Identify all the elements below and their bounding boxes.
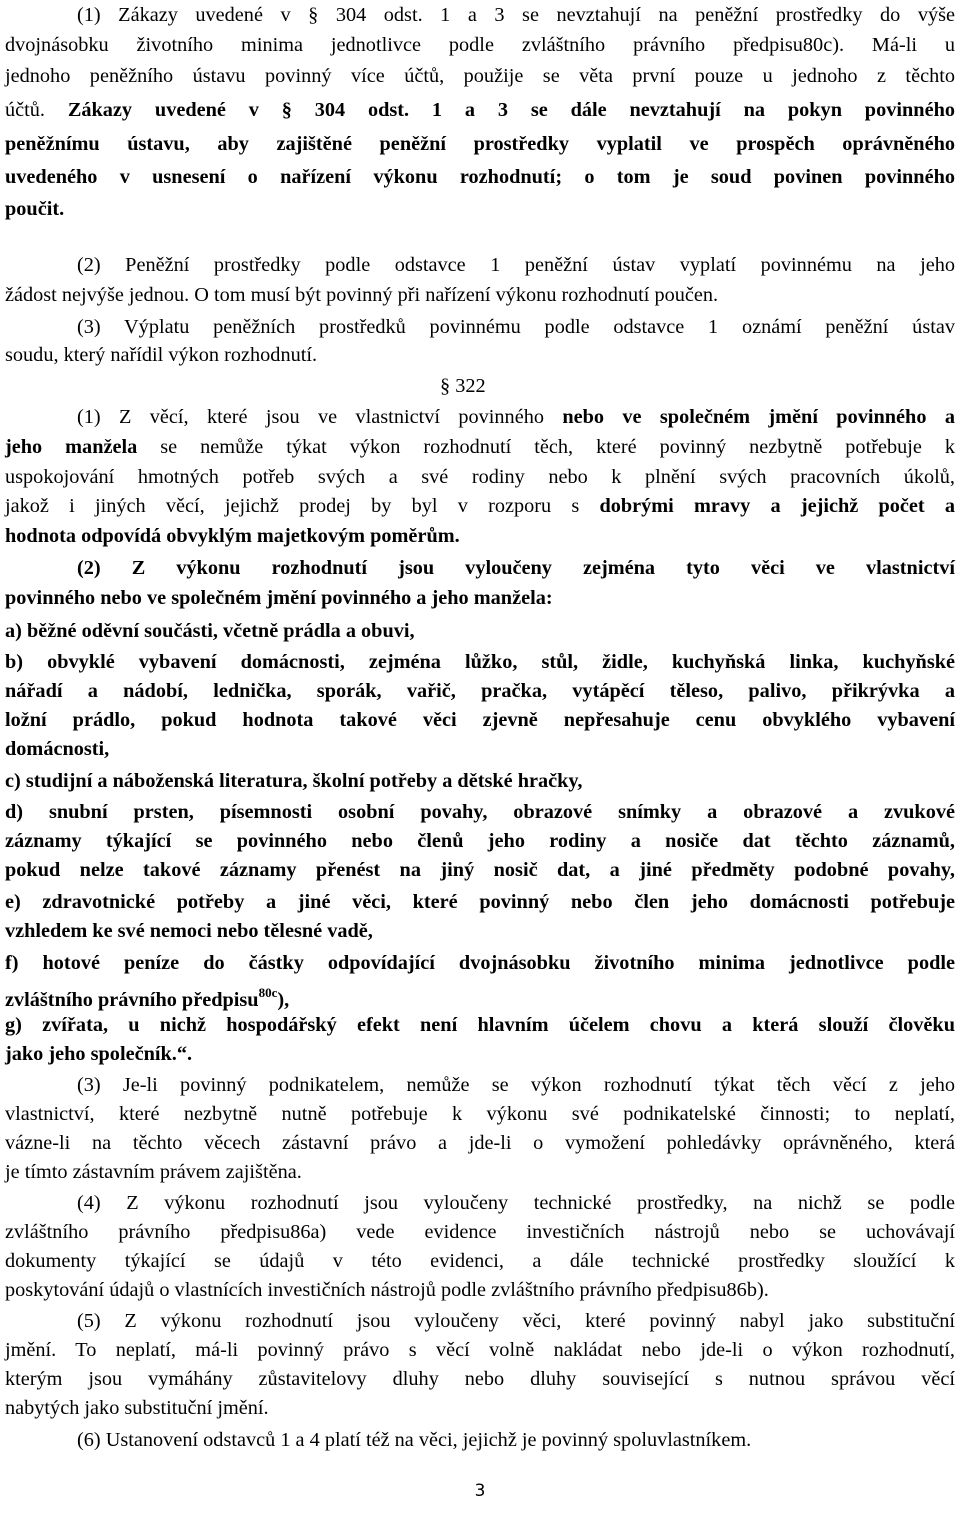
text-line: (3) Výplatu peněžních prostředků povinnému podle odstavce 1 oznámí peněžní ústav — [77, 316, 955, 338]
text-line: vlastnictví, které nezbytně nutně potřebuje k výkonu své podnikatelské činnosti; to neplatí, — [5, 1103, 955, 1125]
text-line: hodnota odpovídá obvyklým majetkovým poměrům. — [5, 525, 460, 547]
text-line — [5, 434, 955, 461]
page-number: 3 — [474, 1481, 486, 1501]
text-line: (5) Z výkonu rozhodnutí jsou vyloučeny věci, které povinný nabyl jako substituční — [77, 1310, 955, 1332]
text-line: žádost nejvýše jednou. O tom musí být povinný při nařízení výkonu rozhodnutí poučen. — [5, 284, 719, 306]
text-line: vázne-li na těchto věcech zástavní právo a jde-li o vymožení pohledávky oprávněného, která — [5, 1132, 955, 1154]
text-line: b) obvyklé vybavení domácnosti, zejména lůžko, stůl, židle, kuchyňská linka, kuchyňské — [5, 651, 955, 673]
text-span: ), — [277, 989, 290, 1011]
text-span: (1) Z věcí, které jsou ve vlastnictví povinného — [77, 406, 544, 428]
text-span: dobrými mravy a jejichž počet a — [599, 495, 955, 517]
text-line — [5, 979, 955, 1011]
text-span: Zákazy uvedené v § 304 odst. 1 a 3 se dále nevztahují na pokyn povinného — [67, 99, 955, 121]
text-line: nářadí a nádobí, lednička, sporák, vařič, pračka, vytápěcí těleso, palivo, přikrývka a — [5, 680, 955, 702]
text-line: poučit. — [5, 198, 65, 220]
text-line: vzhledem ke své nemoci nebo tělesné vadě, — [5, 920, 373, 942]
text-line: je tímto zástavním právem zajištěna. — [5, 1161, 302, 1183]
text-line: poskytování údajů o vlastnících investičních nástrojů podle zvláštního právního předpisu86b). — [5, 1279, 769, 1301]
text-line — [5, 493, 955, 520]
footnote-ref: 80c — [258, 985, 278, 1000]
text-line: dokumenty týkající se údajů v této evidenci, a dále technické prostředky sloužící k — [5, 1250, 955, 1272]
text-line: kterým jsou vymáhány zůstavitelovy dluhy nebo dluhy související s nutnou správou věcí — [5, 1368, 955, 1390]
text-span: jakož i jiných věcí, jejichž prodej by byl v rozporu s — [5, 495, 580, 517]
text-line: zvláštního právního předpisu86a) vede evidence investičních nástrojů nebo se uchovávají — [5, 1221, 955, 1243]
text-span: se nemůže týkat výkon rozhodnutí těch, které povinný nezbytně potřebuje k — [160, 436, 956, 458]
text-line — [5, 97, 955, 124]
text-line: záznamy týkající se povinného nebo členů jeho rodiny a nosiče dat těchto záznamů, — [5, 830, 955, 852]
text-line: c) studijní a náboženská literatura, školní potřeby a dětské hračky, — [5, 770, 583, 792]
text-span: zvláštního právního předpisu — [5, 989, 259, 1011]
text-line: domácnosti, — [5, 738, 110, 760]
text-line: (6) Ustanovení odstavců 1 a 4 platí též na věci, jejichž je povinný spoluvlastníkem. — [77, 1429, 752, 1451]
text-span: nebo ve společném jmění povinného a — [562, 406, 955, 428]
text-line: (3) Je-li povinný podnikatelem, nemůže se výkon rozhodnutí týkat těch věcí z jeho — [77, 1074, 955, 1096]
text-line: jmění. To neplatí, má-li povinný právo s věcí volně nakládat nebo jde-li o výkon rozhodnutí, — [5, 1339, 955, 1361]
text-line: (1) Zákazy uvedené v § 304 odst. 1 a 3 se nevztahují na peněžní prostředky do výše — [77, 4, 955, 26]
text-line: peněžnímu ústavu, aby zajištěné peněžní prostředky vyplatil ve prospěch oprávněného — [5, 133, 955, 155]
section-heading: § 322 — [440, 375, 486, 397]
text-line: f) hotové peníze do částky odpovídající dvojnásobku životního minima jednotlivce podle — [5, 952, 955, 974]
text-span: účtů. — [5, 99, 45, 121]
text-line: d) snubní prsten, písemnosti osobní povahy, obrazové snímky a obrazové a zvukové — [5, 801, 955, 823]
text-line: ložní prádlo, pokud hodnota takové věci zjevně nepřesahuje cenu obvyklého vybavení — [5, 709, 955, 731]
text-span: jeho manžela — [5, 436, 138, 458]
text-line: uvedeného v usnesení o nařízení výkonu rozhodnutí; o tom je soud povinen povinného — [5, 166, 955, 188]
text-line: nabytých jako substituční jmění. — [5, 1397, 269, 1419]
text-line: dvojnásobku životního minima jednotlivce podle zvláštního právního předpisu80c). Má-li u — [5, 34, 955, 56]
text-line: a) běžné oděvní součásti, včetně prádla a obuvi, — [5, 620, 415, 642]
text-line — [77, 404, 955, 431]
text-line: uspokojování hmotných potřeb svých a své rodiny nebo k plnění svých pracovních úkolů, — [5, 466, 955, 488]
text-line: soudu, který nařídil výkon rozhodnutí. — [5, 344, 318, 366]
text-line: g) zvířata, u nichž hospodářský efekt není hlavním účelem chovu a která slouží člověku — [5, 1014, 955, 1036]
text-line: (2) Z výkonu rozhodnutí jsou vyloučeny zejména tyto věci ve vlastnictví — [77, 557, 955, 579]
text-line: jednoho peněžního ústavu povinný více účtů, použije se věta první pouze u jednoho z těchto — [5, 65, 955, 87]
text-line: pokud nelze takové záznamy přenést na jiný nosič dat, a jiné předměty podobné povahy, — [5, 859, 955, 881]
text-line: povinného nebo ve společném jmění povinného a jeho manžela: — [5, 587, 553, 609]
text-line: (2) Peněžní prostředky podle odstavce 1 peněžní ústav vyplatí povinnému na jeho — [77, 254, 955, 276]
text-line: e) zdravotnické potřeby a jiné věci, které povinný nebo člen jeho domácnosti potřebuje — [5, 891, 955, 913]
text-line: (4) Z výkonu rozhodnutí jsou vyloučeny technické prostředky, na nichž se podle — [77, 1192, 955, 1214]
text-line: jako jeho společník.“. — [5, 1043, 193, 1065]
